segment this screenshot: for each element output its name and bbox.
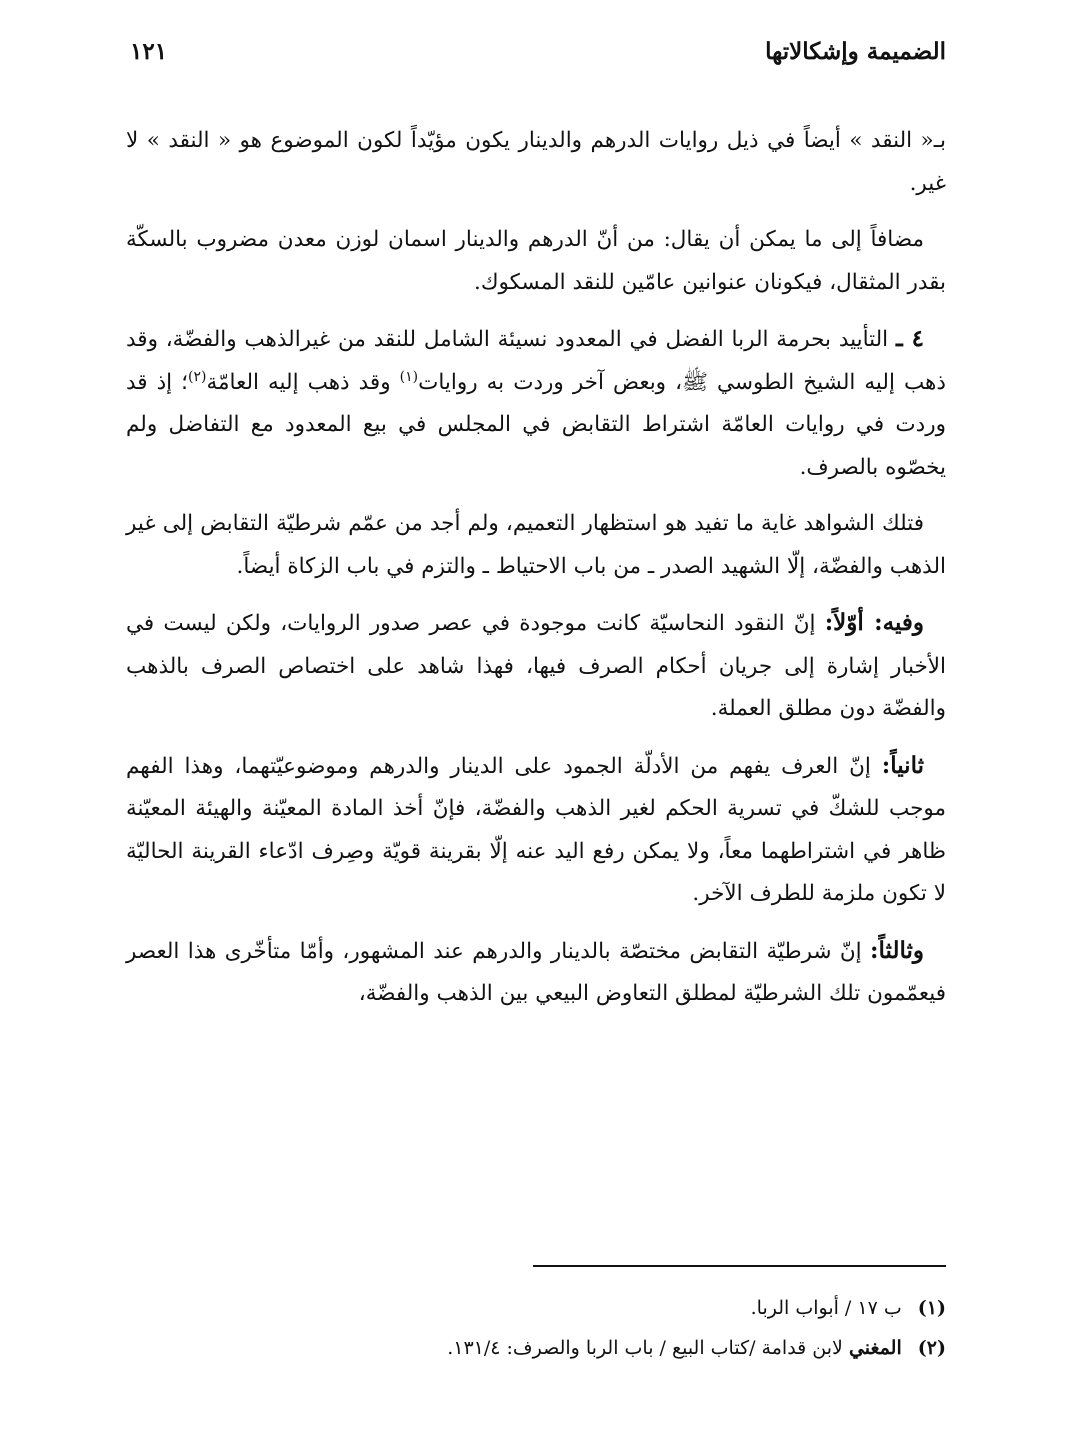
paragraph-4: [126, 503, 946, 588]
paragraph-text: فتلك الشواهد غاية ما تفيد هو استظهار التعميم، ولم أجد من عمّم شرطيّة التقابض إلى غير الذهب والفضّة، إلّا الشهيد الصدر ـ من باب الاحتياط ـ والتزم في باب الزكاة أيضاً.: [126, 511, 946, 579]
body-text: [126, 120, 946, 1030]
paragraph-lead: ثانياً:: [881, 751, 924, 779]
paragraph-lead: وفيه: أوّلاً:: [824, 609, 925, 636]
paragraph-text: إنّ العرف يفهم من الأدلّة الجمود على الدينار والدرهم وموضوعيّتهما، وهذا الفهم موجب للشكّ في تسرية الحكم لغير الذهب والفضّة، فإنّ أخذ المادة المعيّنة والهيئة المعيّنة ظاهر في اشتراطهما معاً، ولا يمكن رفع اليد عنه إلّا بقرينة قويّة وصِرف ادّعاء القرينة الحاليّة لا تكون ملزمة للطرف الآخر.: [126, 753, 946, 906]
paragraph-3: [126, 318, 946, 489]
paragraph-2: [126, 219, 946, 304]
paragraph-5: [126, 602, 946, 731]
footnotes: [126, 1288, 946, 1368]
footnote-text: لابن قدامة /كتاب البيع / باب الربا والصرف: ١٣١/٤.: [447, 1337, 843, 1359]
footnote-2: [126, 1328, 946, 1368]
page-number: ١٢١: [130, 38, 168, 65]
paragraph-text: ؛ إذ قد وردت في روايات العامّة اشتراط التقابض في المجلس في بيع المعدود مع التفاضل ولم يخصّوه بالصرف.: [126, 369, 946, 480]
footnote-divider: [533, 1265, 946, 1267]
footnote-number: (٢): [917, 1337, 946, 1359]
footnote-book-title: المغني: [848, 1337, 902, 1359]
paragraph-7: [126, 930, 946, 1016]
paragraph-text: وقد ذهب إليه العامّة: [206, 369, 391, 395]
footnote-text: ب ١٧ / أبواب الربا.: [750, 1297, 902, 1319]
item-number: ٤ ـ: [895, 325, 924, 352]
paragraph-lead: وثالثاً:: [870, 936, 924, 964]
paragraph-text: إنّ شرطيّة التقابض مختصّة بالدينار والدرهم عند المشهور، وأمّا متأخّرى هذا العصر فيعمّمون تلك الشرطيّة لمطلق التعاوض البيعي بين الذهب والفضّة،: [126, 938, 946, 1006]
paragraph-1: [126, 120, 946, 205]
paragraph-text: مضافاً إلى ما يمكن أن يقال: من أنّ الدرهم والدينار اسمان لوزن معدن مضروب بالسكّة بقدر المثقال، فيكونان عنوانين عامّين للنقد المسكوك.: [126, 227, 946, 295]
footnote-ref-2[interactable]: (٢): [188, 368, 207, 385]
paragraph-text: التأييد بحرمة الربا الفضل في المعدود نسيئة الشامل للنقد من غيرالذهب والفضّة، وقد ذهب إليه الشيخ الطوسي ﷺ، وبعض آخر وردت به روايات: [126, 327, 946, 395]
footnote-1: [126, 1288, 946, 1328]
footnote-number: (١): [917, 1297, 946, 1319]
footnote-ref-1[interactable]: (١): [399, 368, 419, 385]
running-title: الضميمة وإشكالاتها: [765, 38, 946, 65]
paragraph-6: [126, 745, 946, 916]
paragraph-text: إنّ النقود النحاسيّة كانت موجودة في عصر صدور الروايات، ولكن ليست في الأخبار إشارة إلى جريان أحكام الصرف فيها، فهذا شاهد على اختصاص الصرف بالذهب والفضّة دون مطلق العملة.: [126, 611, 946, 721]
paragraph-text: بـ« النقد » أيضاً في ذيل روايات الدرهم والدينار يكون مؤيّداً لكون الموضوع هو « النقد » لا غير.: [126, 128, 946, 196]
